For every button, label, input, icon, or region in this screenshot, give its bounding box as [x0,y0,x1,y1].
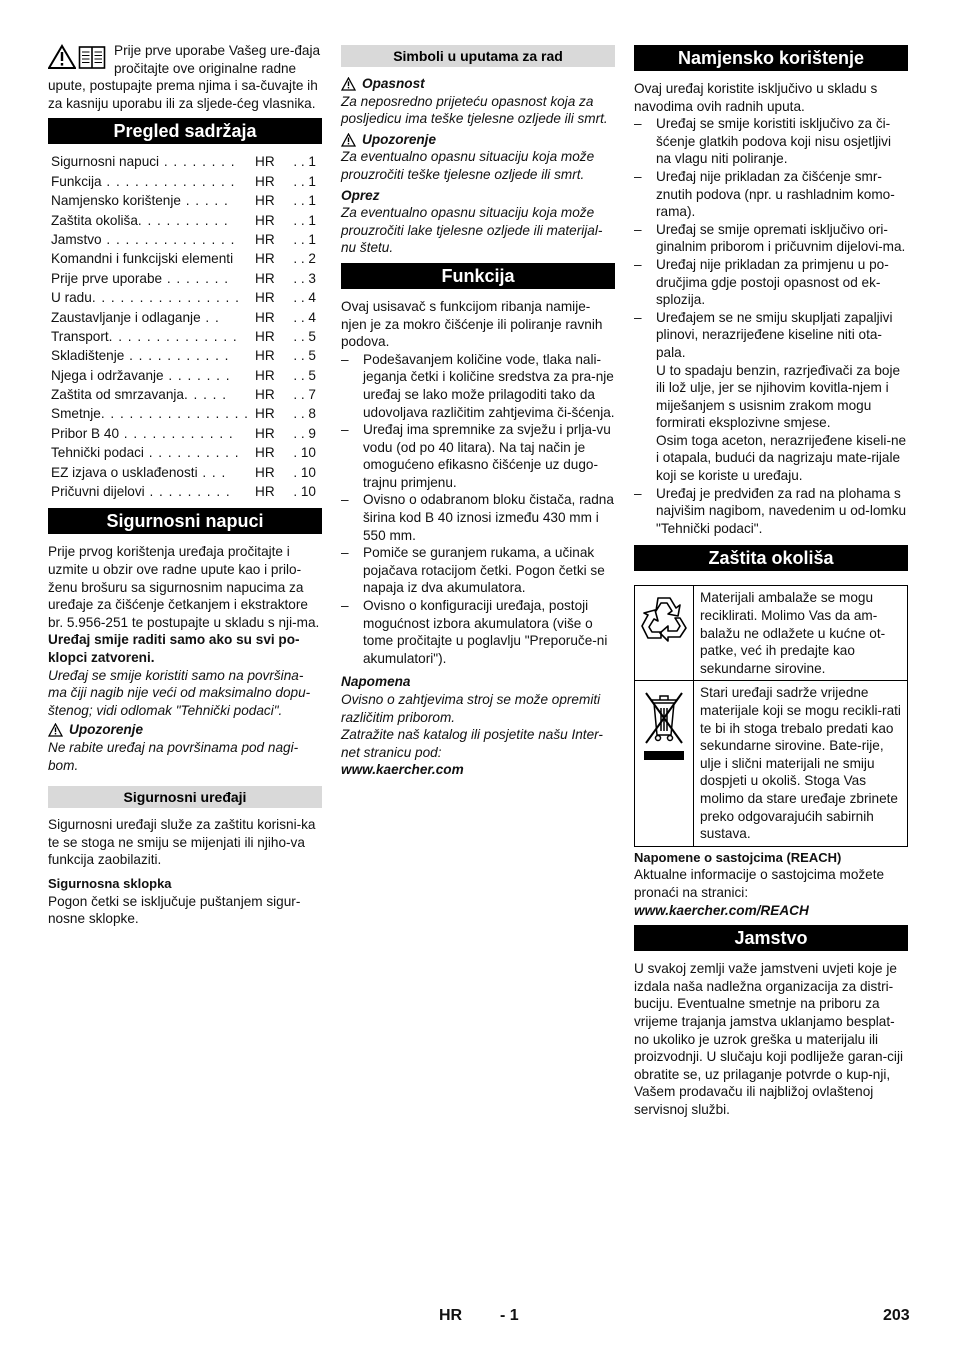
toc-language: HR [255,290,275,306]
list-item: – Uređaj nije prikladan za čišćenje smr-znutih podova (npr. u rashladnim komo-rama). [634,168,908,221]
warning-text: Za eventualno opasnu situaciju koja može prouzročiti teške tjelesne ozljede ili smrt. [341,149,595,182]
footer-language: HR [439,1307,463,1324]
safety-warning-text: Upozorenje [69,722,144,738]
toc-page: . . 1 [293,193,316,209]
toc-language: HR [255,387,275,403]
note-text-2: Zatražite naš katalog ili posjetite našu Inter-net stranicu pod: [341,727,603,760]
toc-page: . . 1 [293,231,316,247]
intended-use-extra-2: Osim toga aceton, nerazrijeđene kiseli-ne i otapala, budući da nagrizaju mate-rijale koji se koriste u uređaju. [656,432,907,484]
toc-language: HR [255,212,275,228]
footer-page-number: 203 [883,1307,910,1324]
toc-language: HR [255,328,275,344]
toc-page: . . 1 [293,212,316,228]
warranty-text: U svakoj zemlji važe jamstveni uvjeti koje je izdala naša nadležna organizacija za distri-buciju. Eventualne smetnje na priboru za vrijeme trajanja jamstva uklanjamo besplat-no ukoliko je uzrok greška u materijalu ili proizvodnji. U slučaju koji podliježe garan-ciji obratite se, uz prilaganje potvrde o kup-nji, Vašem prodavaču ili najbližoj ovlaštenoj servisnoj službi. [634,961,903,1117]
toc-leader-dots: . . [200,309,220,325]
function-list [341,351,615,668]
toc-title-text: Prije prve uporabe [51,270,163,286]
toc-leader-dots: . . . . . . . . . . . [124,348,230,364]
toc-title [51,328,255,346]
toc-title [51,483,255,501]
toc-title-text: Tehnički podaci [51,445,144,461]
list-item: – Pomiče se guranjem rukama, a učinak pojačava rotacijom četki. Pogon četki se napaja iz dva akumulatora. [341,544,615,597]
function-heading: Funkcija [341,263,615,289]
toc-language: HR [255,367,275,383]
toc-row[interactable] [48,425,322,444]
safety-covers-note: Uređaj smije raditi samo ako su svi po-klopci zatvoreni. [48,632,300,665]
toc-title [51,347,255,365]
toc-row[interactable] [48,153,322,172]
toc-page: . . 5 [293,348,316,364]
toc-leader-dots: . . . . . . . . . . . . . . . . [91,290,240,306]
toc-title-text: EZ izjava o usklađenosti [51,464,198,480]
toc-language: HR [255,406,275,422]
toc-page: . . 3 [293,270,316,286]
toc-title-text: Namjensko korištenje [51,193,181,209]
toc-title [51,212,255,230]
intended-use-heading: Namjensko korištenje [634,45,908,71]
toc-title-text: Smetnje [51,406,101,422]
toc-title [51,270,255,288]
reach-heading: Napomene o sastojcima (REACH) [634,849,842,865]
toc-language: HR [255,154,275,170]
table-of-contents [48,153,322,502]
toc-language: HR [255,270,275,286]
toc-page: . . 9 [293,425,316,441]
toc-language: HR [255,193,275,209]
safety-switch-heading: Sigurnosna sklopka [48,875,172,891]
weee-cell [635,681,694,846]
safety-slope-warning: Ne rabite uređaj na površinama pod nagi-bom. [48,739,299,773]
toc-page: . 10 [293,484,316,500]
toc-row[interactable] [48,464,322,483]
safety-switch-text: Pogon četki se isključuje puštanjem sigur-nosne sklopke. [48,893,301,927]
toc-language: HR [255,251,275,267]
safety-paragraph-1: Prije prvog korištenja uređaja pročitajte i uzmite u obzir ove radne upute kao i prilo-ženu brošuru sa sigurnosnim napucima za uređaje za čišćenje četkanjem i ekstraktore br. 5.956-251 te postupajte u skladu s nji-ma. [48,544,320,630]
toc-row[interactable] [48,367,322,386]
toc-title [51,192,255,210]
toc-title [51,367,255,385]
column-left [48,42,322,928]
toc-title-text: Transport [51,328,109,344]
toc-page: . 10 [293,445,316,461]
toc-row[interactable] [48,250,322,269]
intended-use-list-end [634,485,908,538]
toc-page: . . 4 [293,290,316,306]
table-row [635,586,908,681]
safety-devices-text: Sigurnosni uređaji služe za zaštitu korisni-ka te se stoga ne smiju se mijenjati ili njiho-va funkcija zaobilaziti. [48,817,316,868]
weee-text: Stari uređaji sadrže vrijedne materijale koji se mogu recikli-rati te bi ih stoga trebalo predati kao sekundarne sirovine. Bate-rije, ulje i slični materijali ne smiju dospjeti u okoliš. Stoga Vas molimo da stare uređaje zbrinete preko odgovarajućih sabirnih sustava. [694,681,908,846]
toc-row[interactable] [48,386,322,405]
list-item: – Uređaj ima spremnike za svježu i prlja-vu vodu (od po 40 litara). Na taj način je omogućeno efikasno čišćenje uz dugo-trajnu primjenu. [341,421,615,491]
warning-triangle-icon [341,133,356,147]
environment-heading: Zaštita okoliša [634,545,908,571]
intro-icons [48,44,106,70]
toc-title [51,464,255,482]
toc-page: . . 5 [293,367,316,383]
note-text-1: Ovisno o zahtjevima stroj se može opremiti različitim priborom. [341,692,601,725]
toc-title [51,425,255,443]
toc-title-text: Jamstvo [51,231,102,247]
toc-page: . . 4 [293,309,316,325]
toc-title-text: Zaustavljanje i odlaganje [51,309,201,325]
toc-title [51,444,255,462]
toc-leader-dots: . . . . . . . . . . . . . . [101,231,236,247]
toc-language: HR [255,348,275,364]
recycle-cell [635,586,694,681]
toc-leader-dots: . . . . . . . . . . . . . . [101,173,236,189]
manual-book-icon [78,44,106,70]
warranty-heading: Jamstvo [634,925,908,951]
toc-leader-dots: . . . [197,464,227,480]
toc-page: . . 7 [293,387,316,403]
toc-leader-dots: . . . . . . . . . . . . . . . . [100,406,249,422]
toc-row[interactable] [48,192,322,211]
intro-block [48,42,322,112]
function-intro: Ovaj usisavač s funkcijom ribanja namije-njen je za mokro čišćenje ili poliranje ravnih podova. [341,298,603,350]
toc-row[interactable] [48,309,322,328]
toc-title-text: Skladištenje [51,348,125,364]
toc-page: . . 8 [293,406,316,422]
toc-title-text: Pričuvni dijelovi [51,484,145,500]
reach-url-link[interactable]: www.kaercher.com/REACH [634,902,809,918]
list-item: – Uređaj je predviđen za rad na plohama s najvišim nagibom, navedenim u od-lomku "Tehnički podaci". [634,485,908,538]
list-item: – Ovisno o odabranom bloku čistača, radna širina kod B 40 iznosi između 430 mm i 550 mm. [341,491,615,544]
toc-row[interactable] [48,212,322,231]
toc-title [51,250,255,268]
intended-use-list [634,115,908,361]
recycle-icon [639,592,689,644]
toc-row[interactable] [48,328,322,347]
symbols-heading: Simboli u uputama za rad [341,45,615,67]
toc-title-text: U radu [51,290,92,306]
intro-text: Prije prve uporabe Vašeg ure-đaja pročitajte ove originalne radne upute, postupajte prema njima i sa-čuvajte ih za kasniju uporabu ili za sljede-ćeg vlasnika. [48,43,321,111]
safety-devices-heading: Sigurnosni uređaji [48,786,322,808]
list-item: – Uređaj nije prikladan za primjenu u po-dručjima gdje postoji opasnost od ek-splozija. [634,256,908,309]
toc-page: . . 2 [293,251,316,267]
list-item: – Ovisno o konfiguraciji uređaja, postoji mogućnost izbora akumulatora (više o tome pročitajte u poglavlju "Preporuče-ni akumulatori"). [341,597,615,667]
toc-title-text: Sigurnosni napuci [51,154,160,170]
note-label: Napomena [341,674,411,690]
toc-language: HR [255,464,275,480]
toc-leader-dots: . . . . . [183,387,227,403]
safety-heading: Sigurnosni napuci [48,508,322,534]
toc-row[interactable] [48,289,322,308]
toc-title [51,386,255,404]
toc-language: HR [255,309,275,325]
danger-label-text: Opasnost [362,76,425,91]
list-item: – Uređaj se smije koristiti isključivo za či-šćenje glatkih podova koji nisu osjetljivi na vlagu niti poliranje. [634,115,908,168]
toc-title [51,153,255,171]
toc-title-text: Komandni i funkcijski elementi [51,251,234,267]
toc-row[interactable] [48,231,322,250]
toc-heading: Pregled sadržaja [48,118,322,144]
toc-leader-dots: . . . . . . . . . . . . [119,425,234,441]
toc-leader-dots: . . . . . . . [162,270,229,286]
column-right [634,42,908,1118]
toc-page: . 10 [293,464,316,480]
list-item: – Uređaj se smije opremati isključivo ori-ginalnim priborom i pričuvnim dijelovi-ma. [634,221,908,256]
toc-page: . . 5 [293,328,316,344]
intended-use-extra-1: U to spadaju benzin, razrjeđivači za boje ili lož ulje, jer se njihovim kovitla-njem i miješanjem s usisnim zrakom mogu formirati eksplozivne smjese. [656,362,901,431]
toc-language: HR [255,445,275,461]
toc-language: HR [255,173,275,189]
toc-language: HR [255,231,275,247]
toc-title-text: Zaštita od smrzavanja [51,387,184,403]
toc-leader-dots: . . . . . . . [163,367,231,383]
intended-use-intro: Ovaj uređaj koristite isključivo u skladu s navodima ovih radnih uputa. [634,81,878,114]
toc-title-text: Njega i održavanje [51,367,164,383]
symbols-warning-label [341,131,615,149]
caution-label: Oprez [341,187,380,203]
toc-language: HR [255,425,275,441]
toc-row[interactable] [48,405,322,424]
safety-warning-label [48,721,322,739]
toc-leader-dots: . . . . . . . . . . [143,445,240,461]
crossed-out-bin-icon [640,687,688,763]
caution-text: Za eventualno opasnu situaciju koja može prouzročiti lake tjelesne ozljede ili materijal-nu štetu. [341,205,603,256]
column-middle [341,42,615,779]
note-url-link[interactable]: www.kaercher.com [341,762,464,778]
toc-row[interactable] [48,347,322,366]
safety-slope-note: Uređaj se smije koristiti samo na površina-ma čiji nagib nije veći od maksimalno dopu-štenog; vidi odlomak "Tehnički podaci". [48,667,311,718]
toc-title [51,289,255,307]
reach-text: Aktualne informacije o sastojcima možete pronaći na stranici: [634,867,885,900]
environment-table [634,585,908,846]
footer-section: - 1 [500,1307,519,1324]
toc-title-text: Zaštita okoliša [51,212,138,228]
toc-title [51,309,255,327]
danger-text: Za neposredno prijeteću opasnost koja za posljedicu ima teške tjelesne ozljede ili smrt. [341,93,608,127]
recycle-text: Materijali ambalaže se mogu reciklirati. Molimo Vas da am-balažu ne odlažete u kućne ot-patke, već ih predajte kao sekundarne sirovine. [694,586,908,681]
toc-leader-dots: . . . . . . . . . . [137,212,229,228]
warning-triangle-icon [341,77,356,91]
symbols-danger-label [341,75,615,93]
toc-row[interactable] [48,483,322,502]
warning-triangle-icon [48,44,76,70]
warning-triangle-icon [48,723,63,737]
warning-label-text: Upozorenje [362,131,437,147]
toc-row[interactable] [48,270,322,289]
toc-title [51,173,255,191]
toc-leader-dots: . . . . . . . . [159,154,236,170]
toc-title [51,405,255,423]
toc-row[interactable] [48,173,322,192]
table-row [635,681,908,846]
toc-row[interactable] [48,444,322,463]
toc-page: . . 1 [293,173,316,189]
toc-leader-dots: . . . . . . . . . . . . . . [108,328,238,344]
list-item: – Uređajem se ne smiju skupljati zapaljivi plinovi, nerazrijeđene kiseline niti ota-pala. [634,309,908,362]
toc-title-text: Funkcija [51,173,102,189]
toc-page: . . 1 [293,154,316,170]
toc-language: HR [255,484,275,500]
toc-title-text: Pribor B 40 [51,425,120,441]
toc-leader-dots: . . . . . [180,193,229,209]
toc-title [51,231,255,249]
list-item: – Podešavanjem količine vode, tlaka nali-jeganja četki i količine sredstva za pra-nje uređaj se lako može prilagoditi tako da udovoljava različitim zahtjevima či-šćenja. [341,351,615,421]
toc-leader-dots: . . . . . . . . . [144,484,231,500]
